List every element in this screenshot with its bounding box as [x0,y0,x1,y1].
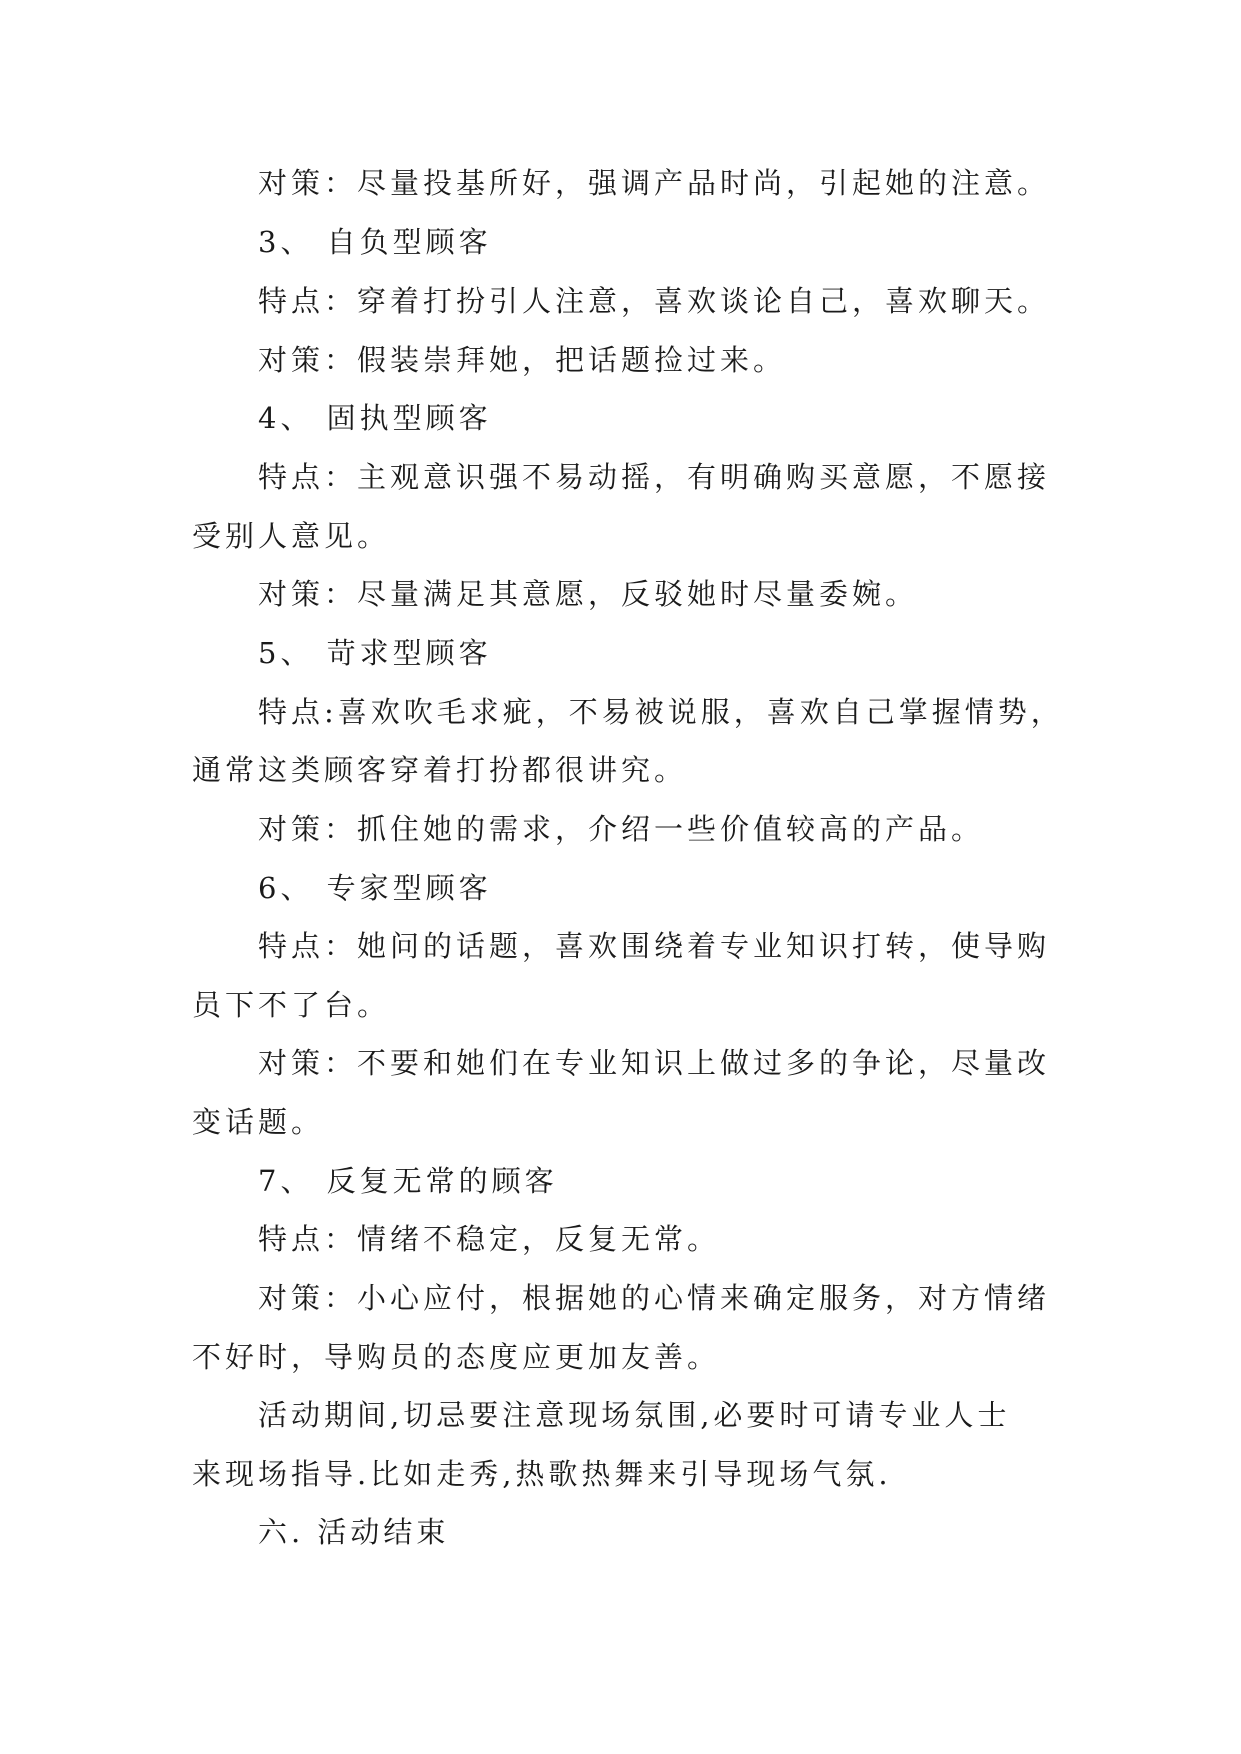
paragraph-line-cont: 来现场指导.比如走秀,热歌热舞来引导现场气氛. [192,1457,892,1491]
feature-line: 特点：她问的话题，喜欢围绕着专业知识打转，使导购 [258,929,1051,963]
paragraph-line: 活动期间,切忌要注意现场氛围,必要时可请专业人士 [258,1398,1011,1432]
section-heading: 4、 固执型顾客 [258,401,492,435]
strategy-line-cont: 不好时，导购员的态度应更加友善。 [192,1340,721,1374]
strategy-line: 对策：尽量满足其意愿，反驳她时尽量委婉。 [258,577,919,611]
feature-line: 特点：主观意识强不易动摇，有明确购买意愿，不愿接 [258,460,1051,494]
feature-line-cont: 员下不了台。 [192,988,391,1022]
strategy-line: 对策：小心应付，根据她的心情来确定服务，对方情绪 [258,1281,1051,1315]
strategy-line: 对策：不要和她们在专业知识上做过多的争论，尽量改 [258,1046,1051,1080]
feature-line: 特点：穿着打扮引人注意，喜欢谈论自己，喜欢聊天。 [258,284,1051,318]
feature-line-cont: 受别人意见。 [192,519,391,553]
strategy-line-cont: 变话题。 [192,1105,325,1139]
chapter-heading: 六. 活动结束 [258,1515,450,1549]
strategy-line: 对策：假装崇拜她，把话题捡过来。 [258,343,787,377]
section-heading: 7、 反复无常的顾客 [258,1164,558,1198]
feature-line-cont: 通常这类顾客穿着打扮都很讲究。 [192,753,688,787]
feature-line: 特点:喜欢吹毛求疵，不易被说服，喜欢自己掌握情势， [258,695,1064,729]
section-heading: 6、 专家型顾客 [258,871,492,905]
section-heading: 5、 苛求型顾客 [258,636,492,670]
section-heading: 3、 自负型顾客 [258,225,492,259]
feature-line: 特点：情绪不稳定，反复无常。 [258,1222,721,1256]
strategy-line: 对策：抓住她的需求，介绍一些价值较高的产品。 [258,812,985,846]
strategy-line: 对策：尽量投基所好，强调产品时尚，引起她的注意。 [258,166,1051,200]
